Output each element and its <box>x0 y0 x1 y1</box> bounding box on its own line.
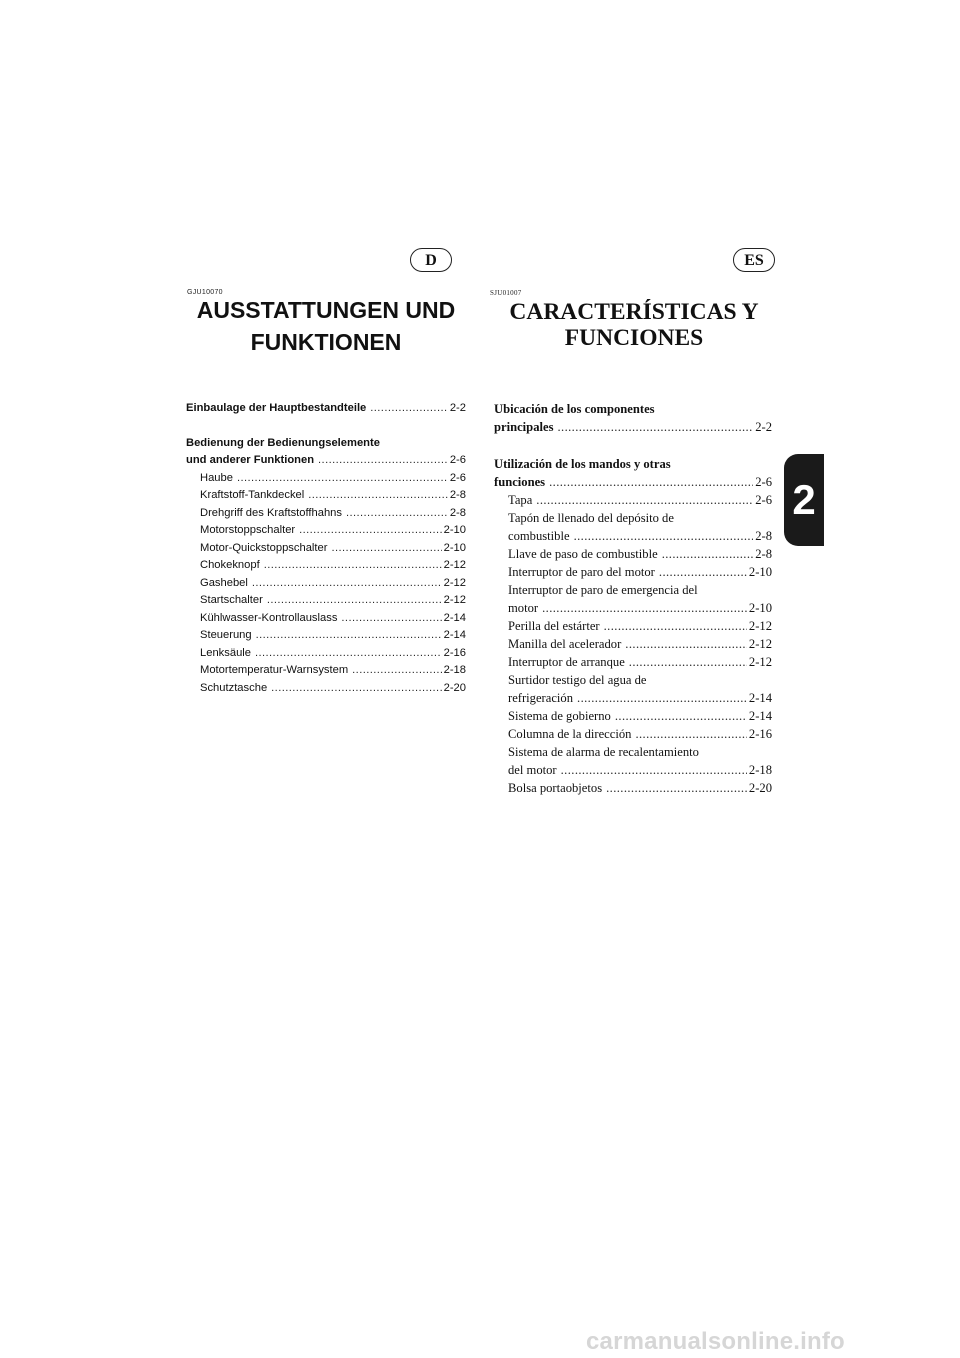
toc-entry-title: Columna de la dirección <box>508 727 632 741</box>
dot-leader <box>629 653 747 671</box>
toc-page-number: 2-20 <box>748 781 772 795</box>
toc-entry[interactable] <box>186 470 466 488</box>
toc-entry[interactable] <box>494 509 772 545</box>
toc-entry[interactable] <box>494 707 772 725</box>
watermark: carmanualsonline.info <box>586 1328 845 1355</box>
toc-entry-title: funciones <box>494 475 546 489</box>
dot-leader <box>267 592 442 610</box>
toc-entry[interactable] <box>186 522 466 540</box>
toc-entry-title: Interruptor de paro de emergencia del <box>508 583 698 597</box>
toc-entry-title: refrigeración <box>508 691 574 705</box>
toc-entry-title: Sistema de gobierno <box>508 709 611 723</box>
table-of-contents-german <box>186 400 466 697</box>
dot-leader <box>615 707 747 725</box>
toc-page-number: 2-14 <box>748 691 772 705</box>
toc-page-number: 2-10 <box>748 565 772 579</box>
toc-entry[interactable] <box>186 575 466 593</box>
chapter-title-german-line2: FUNKTIONEN <box>250 329 402 355</box>
toc-entry[interactable] <box>186 592 466 610</box>
toc-entry-title: Motorstoppschalter <box>200 524 296 536</box>
toc-page-number: 2-6 <box>755 493 772 507</box>
toc-entry-title: Steuerung <box>200 629 252 641</box>
dot-leader <box>542 599 747 617</box>
dot-leader <box>331 540 441 558</box>
toc-entry-title: Surtidor testigo del agua de <box>508 673 647 687</box>
toc-entry[interactable] <box>494 635 772 653</box>
toc-entry[interactable] <box>494 455 772 491</box>
dot-leader <box>577 689 747 707</box>
dot-leader <box>549 473 753 491</box>
toc-entry[interactable] <box>494 617 772 635</box>
language-badge-spanish: ES <box>733 248 775 272</box>
toc-entry-title: Motor-Quickstoppschalter <box>200 541 328 554</box>
toc-entry[interactable] <box>494 779 772 797</box>
toc-entry-title: Llave de paso de combustible <box>508 547 658 561</box>
toc-page-number: 2-18 <box>748 763 772 777</box>
dot-leader <box>370 400 448 418</box>
dot-leader <box>574 527 754 545</box>
dot-leader <box>255 645 442 663</box>
toc-entry[interactable] <box>186 610 466 628</box>
toc-entry-title: Tapón de llenado del depósito de <box>508 511 674 525</box>
toc-entry[interactable] <box>494 545 772 563</box>
toc-entry[interactable] <box>186 400 466 418</box>
toc-entry-title: Haube <box>200 471 233 484</box>
chapter-tab: 2 <box>784 454 824 546</box>
toc-entry-title: Bedienung der Bedienungselemente <box>186 436 380 449</box>
toc-page-number: 2-10 <box>443 524 466 536</box>
dot-leader <box>561 761 747 779</box>
toc-page-number: 2-8 <box>449 489 466 501</box>
toc-entry[interactable] <box>186 662 466 680</box>
dot-leader <box>299 522 441 540</box>
toc-entry-title: Sistema de alarma de recalentamiento <box>508 745 699 759</box>
dot-leader <box>536 491 753 509</box>
toc-entry[interactable] <box>186 557 466 575</box>
toc-page-number: 2-16 <box>443 646 466 659</box>
toc-page-number: 2-6 <box>449 454 466 466</box>
section-code-spanish: SJU01007 <box>490 289 522 297</box>
toc-entry-title: Kraftstoff-Tankdeckel <box>200 489 305 501</box>
toc-page-number: 2-12 <box>443 594 466 606</box>
toc-entry[interactable] <box>186 540 466 558</box>
toc-entry[interactable] <box>494 671 772 707</box>
dot-leader <box>662 545 754 563</box>
dot-leader <box>237 470 448 488</box>
toc-entry-title: und anderer Funktionen <box>186 454 315 466</box>
language-badge-german: D <box>410 248 452 272</box>
toc-entry-title: Chokeknopf <box>200 559 260 571</box>
toc-page-number: 2-16 <box>748 727 772 741</box>
toc-page-number: 2-6 <box>755 475 772 489</box>
dot-leader <box>557 418 753 436</box>
toc-entry-title: Schutztasche <box>200 681 268 694</box>
toc-entry-title: Gashebel <box>200 576 248 589</box>
toc-page-number: 2-8 <box>449 506 466 519</box>
toc-entry-title: Interruptor de paro del motor <box>508 565 655 579</box>
chapter-title-german-line1: AUSSTATTUNGEN UND <box>196 297 456 323</box>
toc-page-number: 2-14 <box>443 629 466 641</box>
toc-entry-title: Manilla del acelerador <box>508 637 622 651</box>
toc-entry-title: Perilla del estárter <box>508 619 600 633</box>
toc-entry-title: Startschalter <box>200 594 263 606</box>
toc-page-number: 2-12 <box>748 619 772 633</box>
toc-page-number: 2-12 <box>443 576 466 589</box>
toc-entry-title: Kühlwasser-Kontrollauslass <box>200 611 338 624</box>
toc-page-number: 2-14 <box>443 611 466 624</box>
dot-leader <box>352 662 441 680</box>
toc-entry-title: Bolsa portaobjetos <box>508 781 603 795</box>
dot-leader <box>606 779 747 797</box>
chapter-title-spanish <box>492 299 776 351</box>
dot-leader <box>318 452 448 470</box>
toc-entry[interactable] <box>494 400 772 436</box>
chapter-title-spanish-line2: FUNCIONES <box>564 325 704 351</box>
dot-leader <box>252 575 442 593</box>
toc-entry[interactable] <box>494 491 772 509</box>
dot-leader <box>256 627 442 645</box>
toc-page-number: 2-2 <box>755 420 772 434</box>
toc-page-number: 2-18 <box>443 664 466 676</box>
toc-page-number: 2-14 <box>748 709 772 723</box>
toc-entry[interactable] <box>186 680 466 698</box>
toc-entry-title: Ubicación de los componentes <box>494 402 655 416</box>
dot-leader <box>341 610 441 628</box>
dot-leader <box>264 557 442 575</box>
toc-entry-title: Interruptor de arranque <box>508 655 625 669</box>
toc-entry[interactable] <box>186 505 466 523</box>
toc-entry[interactable] <box>494 563 772 581</box>
chapter-title-spanish-line1: CARACTERÍSTICAS Y <box>509 299 759 325</box>
toc-entry[interactable] <box>494 653 772 671</box>
toc-page-number: 2-12 <box>748 655 772 669</box>
toc-entry-title: Utilización de los mandos y otras <box>494 457 671 471</box>
dot-leader <box>604 617 747 635</box>
table-of-contents-spanish <box>494 400 772 797</box>
toc-page-number: 2-12 <box>748 637 772 651</box>
toc-page-number: 2-10 <box>748 601 772 615</box>
toc-page-number: 2-2 <box>449 402 466 414</box>
toc-page-number: 2-8 <box>755 529 772 543</box>
dot-leader <box>625 635 747 653</box>
toc-entry[interactable] <box>186 435 466 470</box>
toc-entry-title: Einbaulage der Hauptbestandteile <box>186 402 367 414</box>
section-code-german: GJU10070 <box>187 289 223 296</box>
toc-page-number: 2-8 <box>755 547 772 561</box>
dot-leader <box>659 563 747 581</box>
toc-entry-title: Lenksäule <box>200 646 252 659</box>
toc-entry[interactable] <box>186 487 466 505</box>
toc-entry[interactable] <box>186 645 466 663</box>
dot-leader <box>271 680 441 698</box>
toc-entry-title: Tapa <box>508 493 533 507</box>
toc-entry[interactable] <box>494 581 772 617</box>
toc-entry[interactable] <box>186 627 466 645</box>
dot-leader <box>346 505 448 523</box>
toc-entry-title: combustible <box>508 529 570 543</box>
toc-entry-title: motor <box>508 601 539 615</box>
toc-page-number: 2-10 <box>443 541 466 554</box>
toc-entry-title: Drehgriff des Kraftstoffhahns <box>200 506 342 519</box>
dot-leader <box>635 725 746 743</box>
toc-entry[interactable] <box>494 725 772 743</box>
toc-entry-title: Motortemperatur-Warnsystem <box>200 664 349 676</box>
toc-page-number: 2-12 <box>443 559 466 571</box>
toc-page-number: 2-20 <box>443 681 466 694</box>
dot-leader <box>308 487 448 505</box>
toc-entry-title: principales <box>494 420 554 434</box>
toc-entry[interactable] <box>494 743 772 779</box>
chapter-title-german <box>180 294 472 358</box>
toc-page-number: 2-6 <box>449 471 466 484</box>
toc-entry-title: del motor <box>508 763 557 777</box>
